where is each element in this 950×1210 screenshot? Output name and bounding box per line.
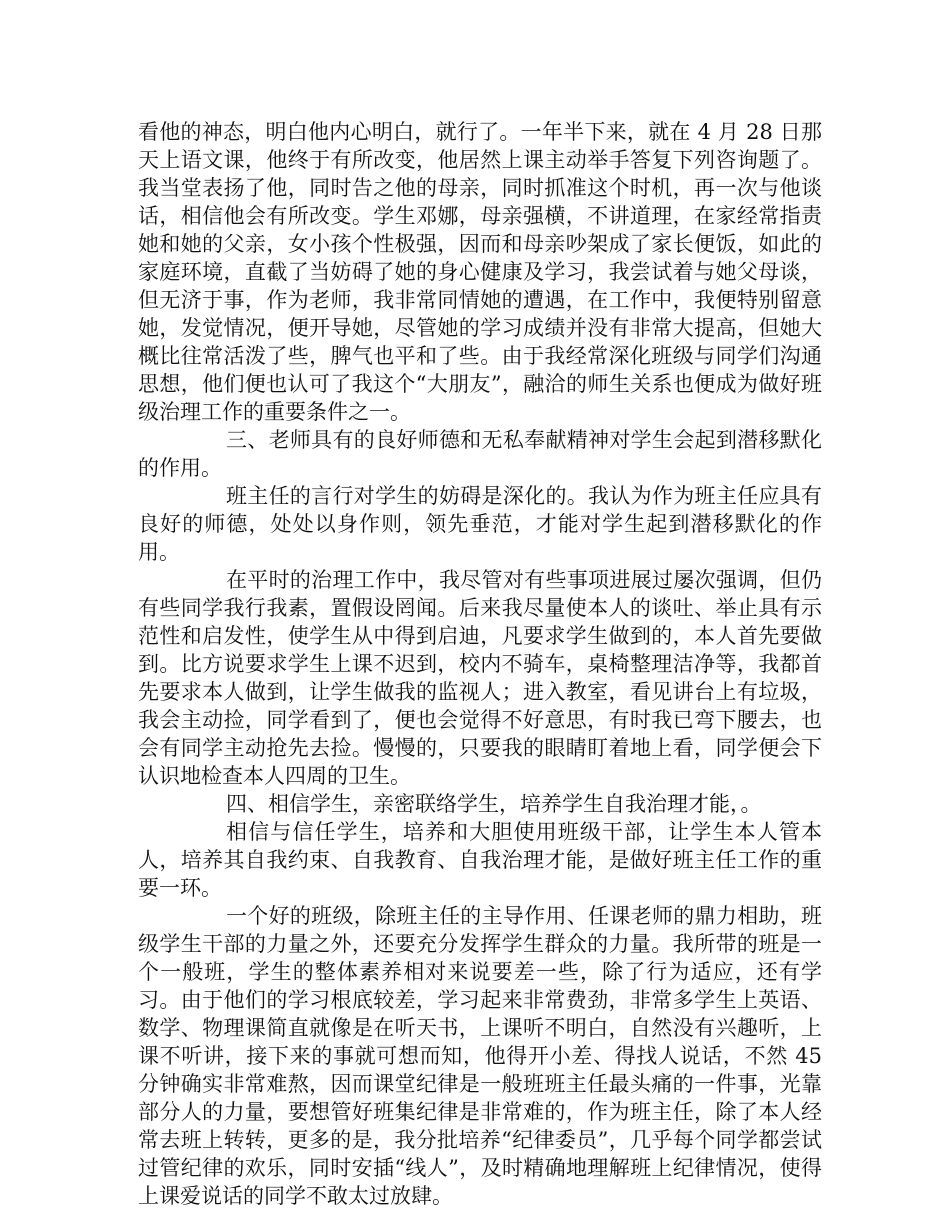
paragraph-teacher-conduct: 班主任的言行对学生的妨碍是深化的。我认为作为班主任应具有良好的师德，处处以身作则，领先垂范，才能对学生起到潜移默化的作用。 [138,484,822,564]
document-page [138,118,822,1210]
section-heading-three: 三、老师具有的良好师德和无私奉献精神对学生会起到潜移默化的作用。 [138,428,822,480]
paragraph-daily-management: 在平时的治理工作中，我尽管对有些事项进展过屡次强调，但仍有些同学我行我素，置假设罔闻。后来我尽量使本人的谈吐、举止具有示范性和启发性，使学生从中得到启迪，凡要求学生做到的，本人首先要做到。比方说要求学生上课不迟到，校内不骑车，桌椅整理洁净等，我都首先要求本人做到，让学生做我的监视人；进入教室，看见讲台上有垃圾，我会主动捡，同学看到了，便也会觉得不好意思，有时我已弯下腰去，也会有同学主动抢先去捡。慢慢的，只要我的眼睛盯着地上看，同学便会下认识地检查本人四周的卫生。 [138,568,822,788]
paragraph-continuation: 看他的神态，明白他内心明白，就行了。一年半下来，就在 4 月 28 日那天上语文课，他终于有所改变，他居然上课主动举手答复下列咨询题了。我当堂表扬了他，同时告之他的母亲，同时抓准这个时机，再一次与他谈话，相信他会有所改变。学生邓娜，母亲强横，不讲道理，在家经常指责她和她的父亲，女小孩个性极强，因而和母亲吵架成了家长便饭，如此的家庭环境，直截了当妨碍了她的身心健康及学习，我尝试着与她父母谈，但无济于事，作为老师，我非常同情她的遭遇，在工作中，我便特别留意她，发觉情况，便开导她，尽管她的学习成绩并没有非常大提高，但她大概比往常活泼了些，脾气也平和了些。由于我经常深化班级与同学们沟通思想，他们便也认可了我这个“大朋友”，融洽的师生关系也便成为做好班级治理工作的重要条件之一。 [138,120,822,424]
paragraph-trust-students: 相信与信任学生，培养和大胆使用班级干部，让学生本人管本人，培养其自我约束、自我教育、自我治理才能，是做好班主任工作的重要一环。 [138,820,822,900]
paragraph-class-discipline: 一个好的班级，除班主任的主导作用、任课老师的鼎力相助，班级学生干部的力量之外，还要充分发挥学生群众的力量。我所带的班是一个一般班，学生的整体素养相对来说要差一些，除了行为适应，还有学习。由于他们的学习根底较差，学习起来非常费劲，非常多学生上英语、数学、物理课简直就像是在听天书，上课听不明白，自然没有兴趣听，上课不听讲，接下来的事就可想而知，他得开小差、得找人说话，不然 45 分钟确实非常难熬，因而课堂纪律是一般班班主任最头痛的一件事，光靠部分人的力量，要想管好班集纪律是非常难的，作为班主任，除了本人经常去班上转转，更多的是，我分批培养“纪律委员”，几乎每个同学都尝试过管纪律的欢乐，同时安插“线人”，及时精确地理解班上纪律情况，使得上课爱说话的同学不敢太过放肆。 [138,904,822,1208]
section-heading-four: 四、相信学生，亲密联络学生，培养学生自我治理才能，。 [226,792,762,816]
